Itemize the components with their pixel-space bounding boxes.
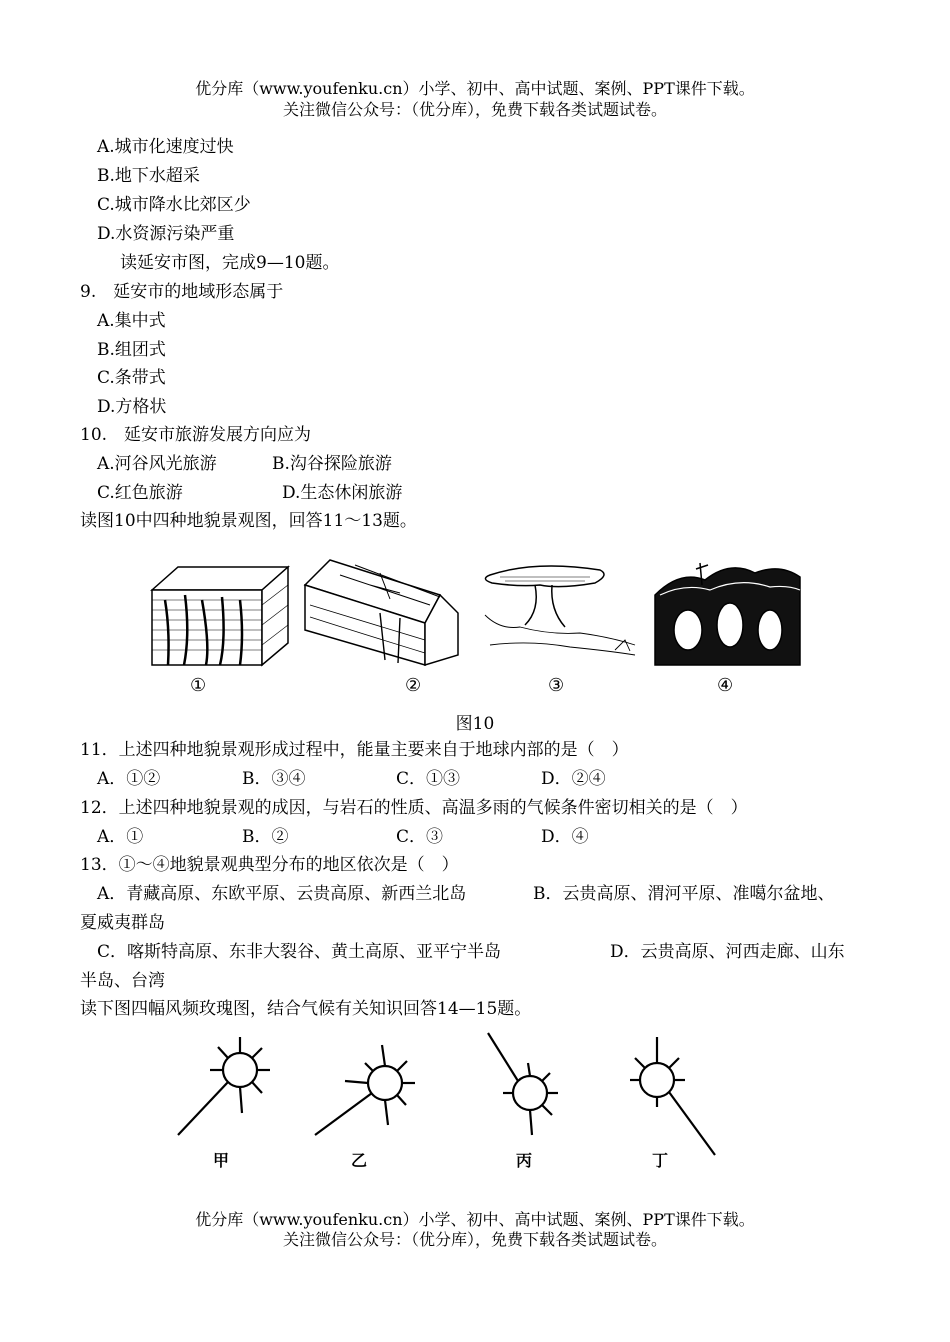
q10-option-d: D.生态休闲旅游: [282, 483, 403, 503]
q9-stem: 9. 延安市的地域形态属于: [80, 282, 284, 302]
q12-option-c: C．③: [396, 827, 444, 847]
q10-option-c: C.红色旅游: [97, 483, 183, 503]
q9-option-b: B.组团式: [97, 340, 166, 360]
intro-9-10: 读延安市图，完成9—10题。: [120, 253, 340, 273]
wind-rose-label-jia: 甲: [213, 1151, 230, 1170]
intro-11-13: 读图10中四种地貌景观图，回答11～13题。: [80, 511, 417, 531]
figure-label-4: ④: [717, 675, 734, 696]
wind-rose-figure: [160, 1025, 740, 1165]
q13-stem: 13．①～④地貌景观典型分布的地区依次是（ ）: [80, 855, 459, 875]
q11-option-a: A．①②: [97, 769, 161, 789]
q12-option-b: B．②: [242, 827, 289, 847]
q9-option-c: C.条带式: [97, 368, 166, 388]
q13-option-b-cont: 夏威夷群岛: [80, 913, 165, 933]
landform-2-fault-block: [305, 560, 458, 665]
wind-rose-yi: [315, 1045, 415, 1135]
q13-option-d-cont: 半岛、台湾: [80, 971, 165, 991]
q11-stem: 11．上述四种地貌景观形成过程中，能量主要来自于地球内部的是（ ）: [80, 740, 629, 760]
wind-rose-label-yi: 乙: [351, 1151, 368, 1170]
header-line-2: 关注微信公众号：（优分库），免费下载各类试题试卷。: [282, 100, 667, 119]
q10-option-a: A.河谷风光旅游: [97, 454, 217, 474]
figure-caption: 图10: [455, 714, 495, 734]
footer-line-1: 优分库（www.youfenku.cn）小学、初中、高中试题、案例、PPT课件下载。: [195, 1210, 755, 1229]
q9-option-a: A.集中式: [97, 311, 166, 331]
q11-option-d: D．②④: [541, 769, 606, 789]
q8-option-d: D.水资源污染严重: [97, 224, 235, 244]
header-line-1: 优分库（www.youfenku.cn）小学、初中、高中试题、案例、PPT课件下载。: [195, 79, 755, 98]
wind-rose-jia: [178, 1030, 270, 1135]
q12-stem: 12．上述四种地貌景观的成因，与岩石的性质、高温多雨的气候条件密切相关的是（ ）: [80, 798, 748, 818]
q8-option-a: A.城市化速度过快: [97, 137, 234, 157]
intro-14-15: 读下图四幅风频玫瑰图，结合气候有关知识回答14—15题。: [80, 999, 532, 1019]
q9-option-d: D.方格状: [97, 397, 167, 417]
q11-option-b: B．③④: [242, 769, 306, 789]
q12-option-d: D．④: [541, 827, 589, 847]
landform-1-karst-block: [152, 567, 288, 665]
wind-rose-label-ding: 丁: [652, 1151, 669, 1170]
q13-option-a: A．青藏高原、东欧平原、云贵高原、新西兰北岛: [97, 884, 467, 904]
figure-label-3: ③: [548, 675, 565, 696]
wind-rose-bing: [488, 1033, 558, 1135]
q8-option-c: C.城市降水比郊区少: [97, 195, 251, 215]
q8-option-b: B.地下水超采: [97, 166, 200, 186]
figure-label-2: ②: [405, 675, 422, 696]
landform-figure: [140, 555, 810, 675]
figure-label-1: ①: [190, 675, 207, 696]
q12-option-a: A．①: [97, 827, 144, 847]
wind-rose-ding: [630, 1037, 715, 1155]
q13-option-d: D．云贵高原、河西走廊、山东: [610, 942, 845, 962]
landform-3-mushroom-rock: [485, 566, 635, 655]
footer-line-2: 关注微信公众号：（优分库），免费下载各类试题试卷。: [282, 1230, 667, 1249]
q13-option-c: C．喀斯特高原、东非大裂谷、黄土高原、亚平宁半岛: [97, 942, 502, 962]
wind-rose-label-bing: 丙: [516, 1151, 533, 1170]
q10-option-b: B.沟谷探险旅游: [272, 454, 392, 474]
landform-4-karst-cave: [655, 563, 800, 665]
q13-option-b: B．云贵高原、渭河平原、准噶尔盆地、: [533, 884, 835, 904]
q10-stem: 10. 延安市旅游发展方向应为: [80, 425, 312, 445]
q11-option-c: C．①③: [396, 769, 461, 789]
